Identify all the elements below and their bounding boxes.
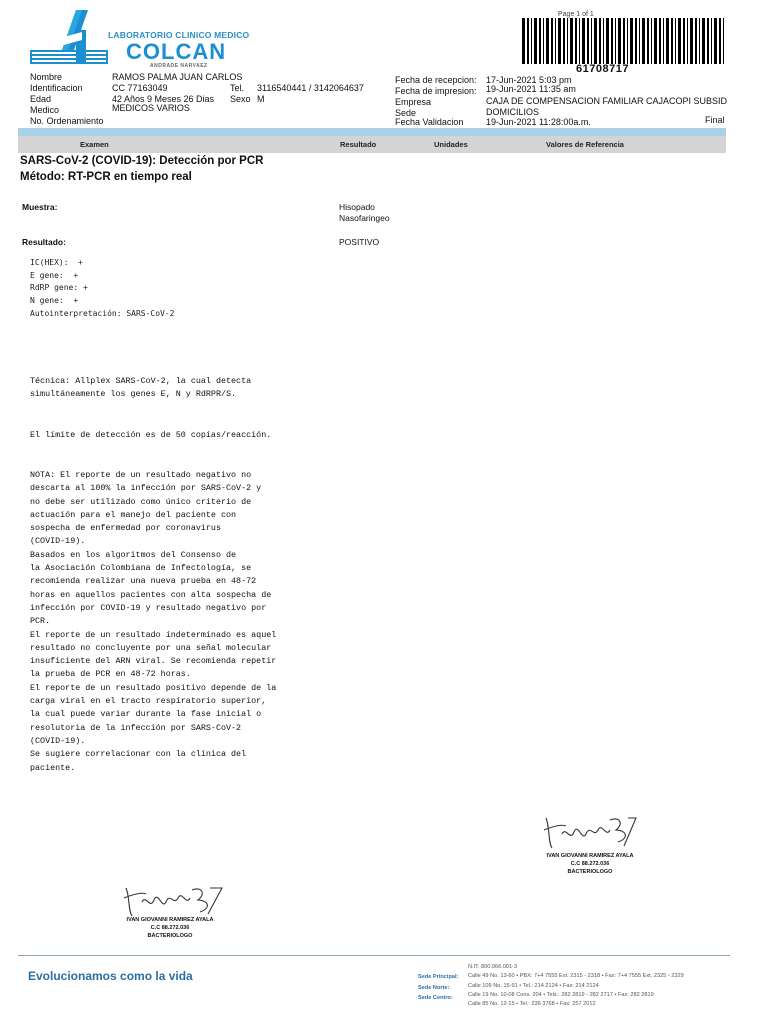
footer-principal-label: Sede Principal: (418, 974, 459, 980)
ordenamiento-label: No. Ordenamiento (30, 116, 104, 126)
signature-icon (118, 880, 228, 920)
barcode-bar (714, 18, 717, 64)
barcode-bar (618, 18, 621, 64)
footer-slogan: Evolucionamos como la vida (28, 969, 193, 983)
impresion-label: Fecha de impresion: (395, 86, 477, 96)
tecnica-note: Técnica: Allplex SARS-CoV-2, la cual detecta simultáneamente los genes E, N y RdRPR/S. (30, 376, 252, 400)
barcode-bar (707, 18, 709, 64)
barcode-bar (654, 18, 657, 64)
barcode-bar (683, 18, 685, 64)
tel-label: Tel. (230, 83, 245, 93)
barcode-bar (531, 18, 532, 64)
sede-label: Sede (395, 108, 417, 118)
logo-line1: LABORATORIO CLINICO MEDICO (108, 30, 250, 40)
barcode-bar (651, 18, 652, 64)
limite-note: El límite de detección es de 50 copias/reacción. (30, 430, 272, 440)
exam-title: SARS-CoV-2 (COVID-19): Detección por PCR (20, 155, 264, 167)
edad-value: 42 Años 9 Meses 26 Dias (112, 94, 215, 104)
barcode-bar (575, 18, 577, 64)
footer-nit: N.IT. 800.066.001-3 (468, 964, 518, 970)
resultado-label: Resultado: (22, 237, 66, 247)
signer-role: BACTERIOLOGO (147, 933, 193, 939)
sede-value: DOMICILIOS (486, 107, 540, 117)
identificacion-value: CC 77163049 (112, 83, 168, 93)
barcode-bar (551, 18, 553, 64)
tel-value: 3116540441 / 3142064637 (257, 83, 364, 93)
barcode-bar (591, 18, 592, 64)
footer-extra: Calle 85 No. 12-15 • Tel.: 236 3768 • Fax: 257 2012 (468, 1001, 596, 1007)
resultado-value: POSITIVO (339, 237, 380, 247)
barcode-bar (719, 18, 721, 64)
barcode-bar (659, 18, 661, 64)
empresa-label: Empresa (395, 97, 432, 107)
footer-centro-label: Sede Centro: (418, 995, 453, 1001)
nota-note: NOTA: El reporte de un resultado negativo no descarta al 100% la infección por SARS-CoV-2 y no debe ser utilizado como único criterio de actuación para el manejo del paciente con sospecha de enfermedad por coronavirus (COVID-19). Basados en los algoritmos del Consenso de la Asociación Colombiana de Infectología, se recomienda realizar una nueva prueba en 48-72 horas en aquellos pacientes con alta sospecha de infección por COVID-19 y resultado negativo por PCR. El reporte de un resultado indeterminado es aquel resultado no concluyente por una señal molecular insuficiente del ARN viral. Se recomienda repetir la prueba de PCR en 48-72 horas. El reporte de un resultado positivo depende de la carga viral en el tracto respiratorio superior, la cual puede variar durante la fase inicial o resolutoria de la infección por SARS-CoV-2 (COVID-19). Se sugiere correlacionar con la clínica del paciente. (30, 470, 277, 773)
gene-e: E gene: + (30, 271, 79, 280)
final-status: Final (705, 115, 725, 125)
recepcion-label: Fecha de recepcion: (395, 75, 477, 85)
barcode-bar (539, 18, 541, 64)
barcode-bar (606, 18, 609, 64)
barcode-bar (647, 18, 649, 64)
gene-ic: IC(HEX): + (30, 258, 83, 267)
barcode-bar (695, 18, 697, 64)
barcode-bar (599, 18, 601, 64)
page-number: Page 1 of 1 (558, 11, 594, 18)
signature-icon (540, 808, 640, 852)
barcode-number: 61708717 (576, 63, 629, 75)
barcode-icon (520, 18, 727, 64)
edad-label: Edad (30, 94, 52, 104)
footer-principal: Calle 49 No. 13-60 • PBX: 7+4 7555 Ext. 2315 - 2318 • Fax: 7+4 7555 Ext. 2325 - 2329 (468, 973, 684, 979)
footer-divider (18, 955, 730, 956)
col-unidades: Unidades (434, 140, 468, 149)
validacion-label: Fecha Validacion (395, 117, 464, 127)
barcode-bar (702, 18, 705, 64)
signer-role: BACTERIOLOGO (567, 869, 613, 875)
footer-norte-label: Sede Norte: (418, 985, 450, 991)
nombre-value: RAMOS PALMA JUAN CARLOS (112, 72, 243, 82)
barcode-bar (642, 18, 645, 64)
signer-cc: C.C 88.272.036 (570, 861, 610, 867)
barcode-bar (527, 18, 529, 64)
signature-block-2 (110, 916, 230, 940)
barcode-bar (623, 18, 625, 64)
barcode-bar (666, 18, 669, 64)
logo-line3: ANDRADE NARVAEZ (150, 63, 208, 69)
signer-cc: C.C 88.272.036 (150, 925, 190, 931)
sexo-value: M (257, 94, 265, 104)
barcode-bar (627, 18, 628, 64)
sexo-label: Sexo (230, 94, 251, 104)
signer-name: IVAN GIOVANNI RAMIREZ AYALA (546, 853, 634, 859)
barcode-bar (579, 18, 580, 64)
exam-method: Método: RT-PCR en tiempo real (20, 171, 192, 183)
gene-n: N gene: + (30, 296, 79, 305)
barcode-bar (555, 18, 556, 64)
barcode-bar (675, 18, 676, 64)
footer-centro: Calle 19 No. 10-08 Cons. 204 • Tels.: 282 2819 - 282 2717 • Fax: 282 2819 (468, 992, 654, 998)
barcode-bar (563, 18, 565, 64)
barcode-bar (663, 18, 664, 64)
muestra-label: Muestra: (22, 202, 58, 212)
medico-value: MEDICOS VARIOS (112, 103, 190, 113)
col-examen: Examen (80, 140, 109, 149)
barcode-bar (611, 18, 613, 64)
barcode-bar (639, 18, 640, 64)
barcode-bar (587, 18, 589, 64)
validacion-value: 19-Jun-2021 11:28:00a.m. (486, 117, 591, 127)
barcode-bar (615, 18, 616, 64)
barcode-bar (630, 18, 633, 64)
impresion-value: 19-Jun-2021 11:35 am (486, 84, 576, 94)
col-valores: Valores de Referencia (546, 140, 624, 149)
barcode-bar (522, 18, 525, 64)
barcode-bar (534, 18, 537, 64)
barcode-bar (690, 18, 693, 64)
barcode-bar (543, 18, 544, 64)
barcode-bar (570, 18, 573, 64)
medico-label: Medico (30, 105, 60, 115)
empresa-value: CAJA DE COMPENSACION FAMILIAR CAJACOPI SUBSID (486, 96, 728, 106)
barcode-bar (699, 18, 700, 64)
recepcion-value: 17-Jun-2021 5:03 pm (486, 75, 572, 85)
nombre-label: Nombre (30, 72, 63, 82)
barcode-bar (635, 18, 637, 64)
barcode-bar (723, 18, 724, 64)
autointerpretacion: Autointerpretación: SARS-CoV-2 (30, 309, 175, 318)
barcode-bar (678, 18, 681, 64)
col-resultado: Resultado (340, 140, 377, 149)
barcode-bar (567, 18, 568, 64)
barcode-bar (603, 18, 604, 64)
signer-name: IVAN GIOVANNI RAMIREZ AYALA (126, 917, 214, 923)
gene-rdrp: RdRP gene: + (30, 283, 88, 292)
barcode-bar (711, 18, 712, 64)
muestra-value-2: Nasofaringeo (339, 213, 390, 223)
header-divider (18, 128, 726, 136)
barcode-bar (546, 18, 549, 64)
logo-line2: COLCAN (126, 39, 227, 64)
barcode-bar (671, 18, 673, 64)
signature-block-1 (530, 852, 650, 876)
barcode-bar (594, 18, 597, 64)
footer-norte: Calle 109 No. 15-91 • Tel.: 214 2124 • Fax: 214 2124 (468, 983, 599, 989)
muestra-value-1: Hisopado (339, 202, 375, 212)
barcode-bar (687, 18, 688, 64)
identificacion-label: Identificacion (30, 83, 83, 93)
barcode-bar (582, 18, 585, 64)
barcode-bar (558, 18, 561, 64)
